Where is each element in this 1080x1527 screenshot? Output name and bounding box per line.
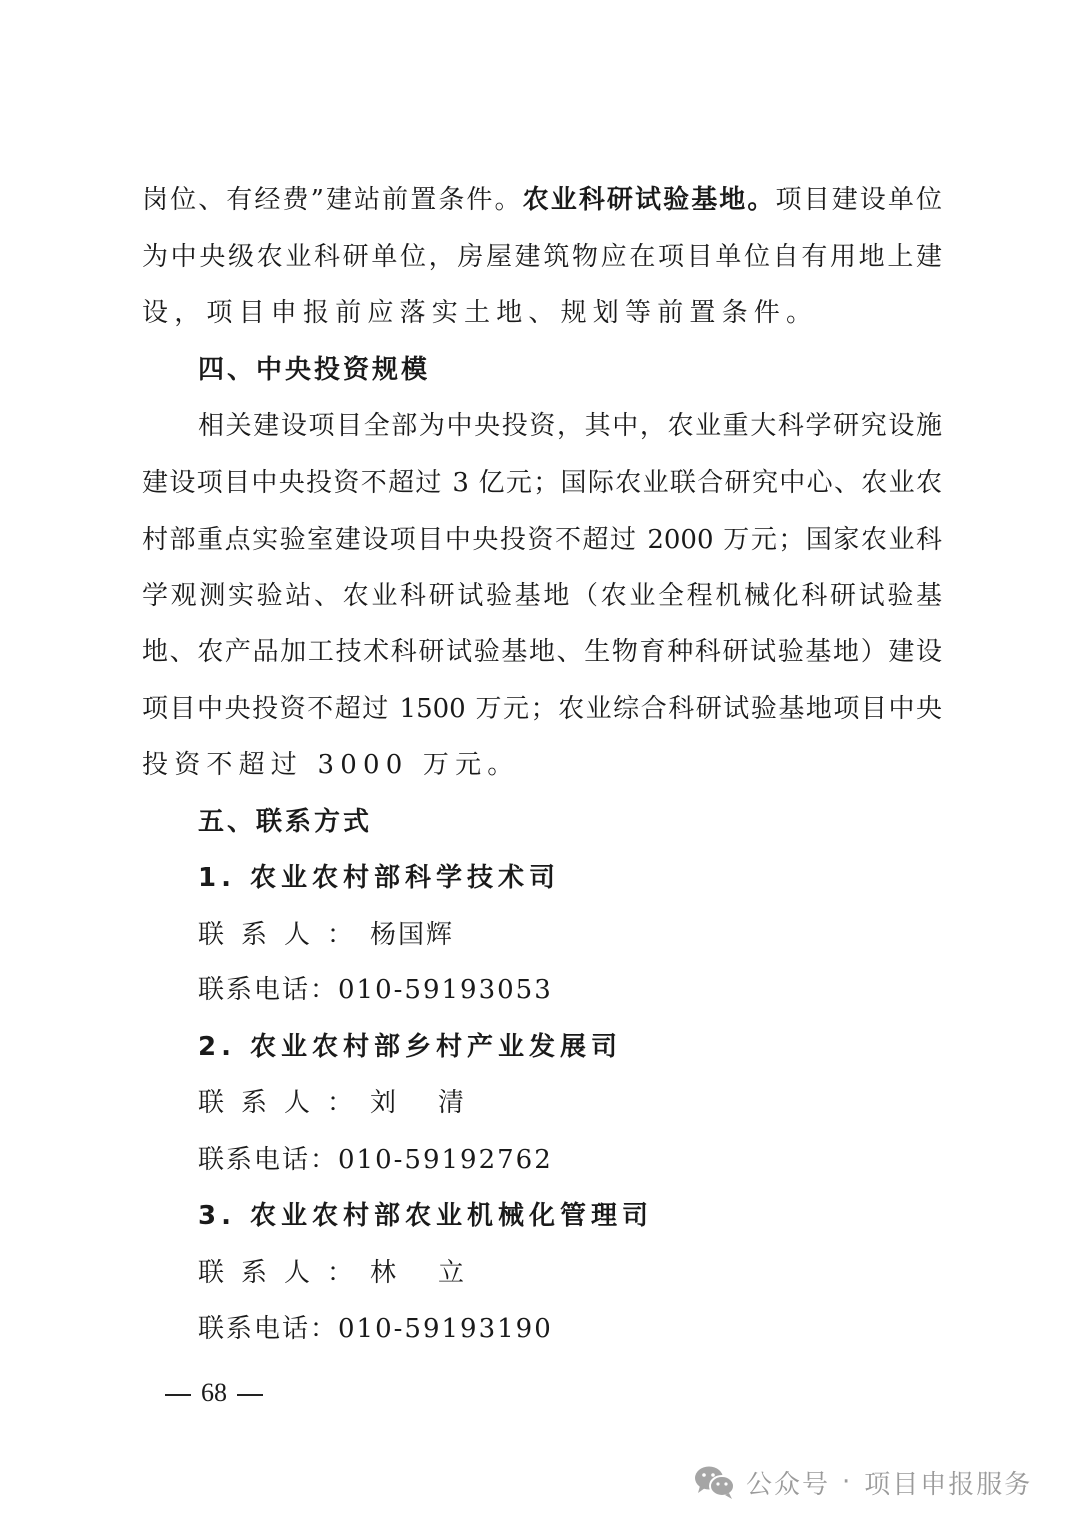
body-text: 岗位、有经费”建站前置条件。	[142, 185, 523, 215]
paragraph-line: 建设项目中央投资不超过 3 亿元；国际农业联合研究中心、农业农	[142, 468, 942, 498]
paragraph-line	[142, 180, 942, 220]
paragraph-line: 投资不超过 3000 万元。	[142, 750, 520, 780]
paragraph-line: 学观测实验站、农业科研试验基地（农业全程机械化科研试验基	[142, 581, 942, 611]
contact-person-name: 林立	[370, 1258, 507, 1288]
watermark-prefix: 公众号	[746, 1469, 831, 1500]
contact-person-name: 杨国辉	[370, 920, 455, 950]
dash-decoration	[237, 1394, 263, 1396]
paragraph-line: 相关建设项目全部为中央投资，其中，农业重大科学研究设施	[198, 411, 942, 441]
wechat-icon	[694, 1464, 736, 1500]
contact-person-line	[198, 1253, 942, 1293]
contact-phone-label: 联系电话：	[198, 1314, 339, 1344]
watermark-separator: ·	[842, 1467, 853, 1497]
bold-term: 农业科研试验基地。	[522, 185, 776, 215]
contact-person-label: 联系人：	[198, 1258, 371, 1288]
contact-person-name: 刘清	[370, 1088, 507, 1118]
page-number	[155, 1373, 273, 1413]
watermark-account-name: 项目申报服务	[864, 1469, 1033, 1500]
contact-phone-line	[198, 970, 942, 1010]
contact-person-line	[198, 1083, 942, 1123]
contact-phone-number: 010-59193190	[338, 1314, 553, 1344]
contact-person-label: 联系人：	[198, 920, 371, 950]
body-text: 项目建设单位	[775, 185, 942, 215]
contact-department: 3. 农业农村部农业机械化管理司	[198, 1201, 654, 1231]
contact-department: 1. 农业农村部科学技术司	[198, 863, 561, 893]
section-heading: 四、中央投资规模	[198, 355, 431, 385]
paragraph-line: 为中央级农业科研单位，房屋建筑物应在项目单位自有用地上建	[142, 242, 942, 272]
contact-phone-label: 联系电话：	[198, 1145, 339, 1175]
paragraph-line: 村部重点实验室建设项目中央投资不超过 2000 万元；国家农业科	[142, 525, 942, 555]
wechat-watermark	[694, 1460, 1032, 1504]
contact-phone-line	[198, 1309, 942, 1349]
paragraph-line: 设，项目申报前应落实土地、规划等前置条件。	[142, 298, 819, 328]
contact-person-label: 联系人：	[198, 1088, 371, 1118]
contact-phone-label: 联系电话：	[198, 975, 339, 1005]
contact-person-line	[198, 915, 942, 955]
paragraph-line: 项目中央投资不超过 1500 万元；农业综合科研试验基地项目中央	[142, 694, 942, 724]
dash-decoration	[165, 1394, 191, 1396]
contact-phone-number: 010-59193053	[338, 975, 553, 1005]
contact-phone-number: 010-59192762	[338, 1145, 553, 1175]
paragraph-line: 地、农产品加工技术科研试验基地、生物育种科研试验基地）建设	[142, 637, 942, 667]
page-number-value: 68	[201, 1378, 227, 1407]
section-heading: 五、联系方式	[198, 807, 373, 837]
contact-department: 2. 农业农村部乡村产业发展司	[198, 1032, 623, 1062]
contact-phone-line	[198, 1140, 942, 1180]
